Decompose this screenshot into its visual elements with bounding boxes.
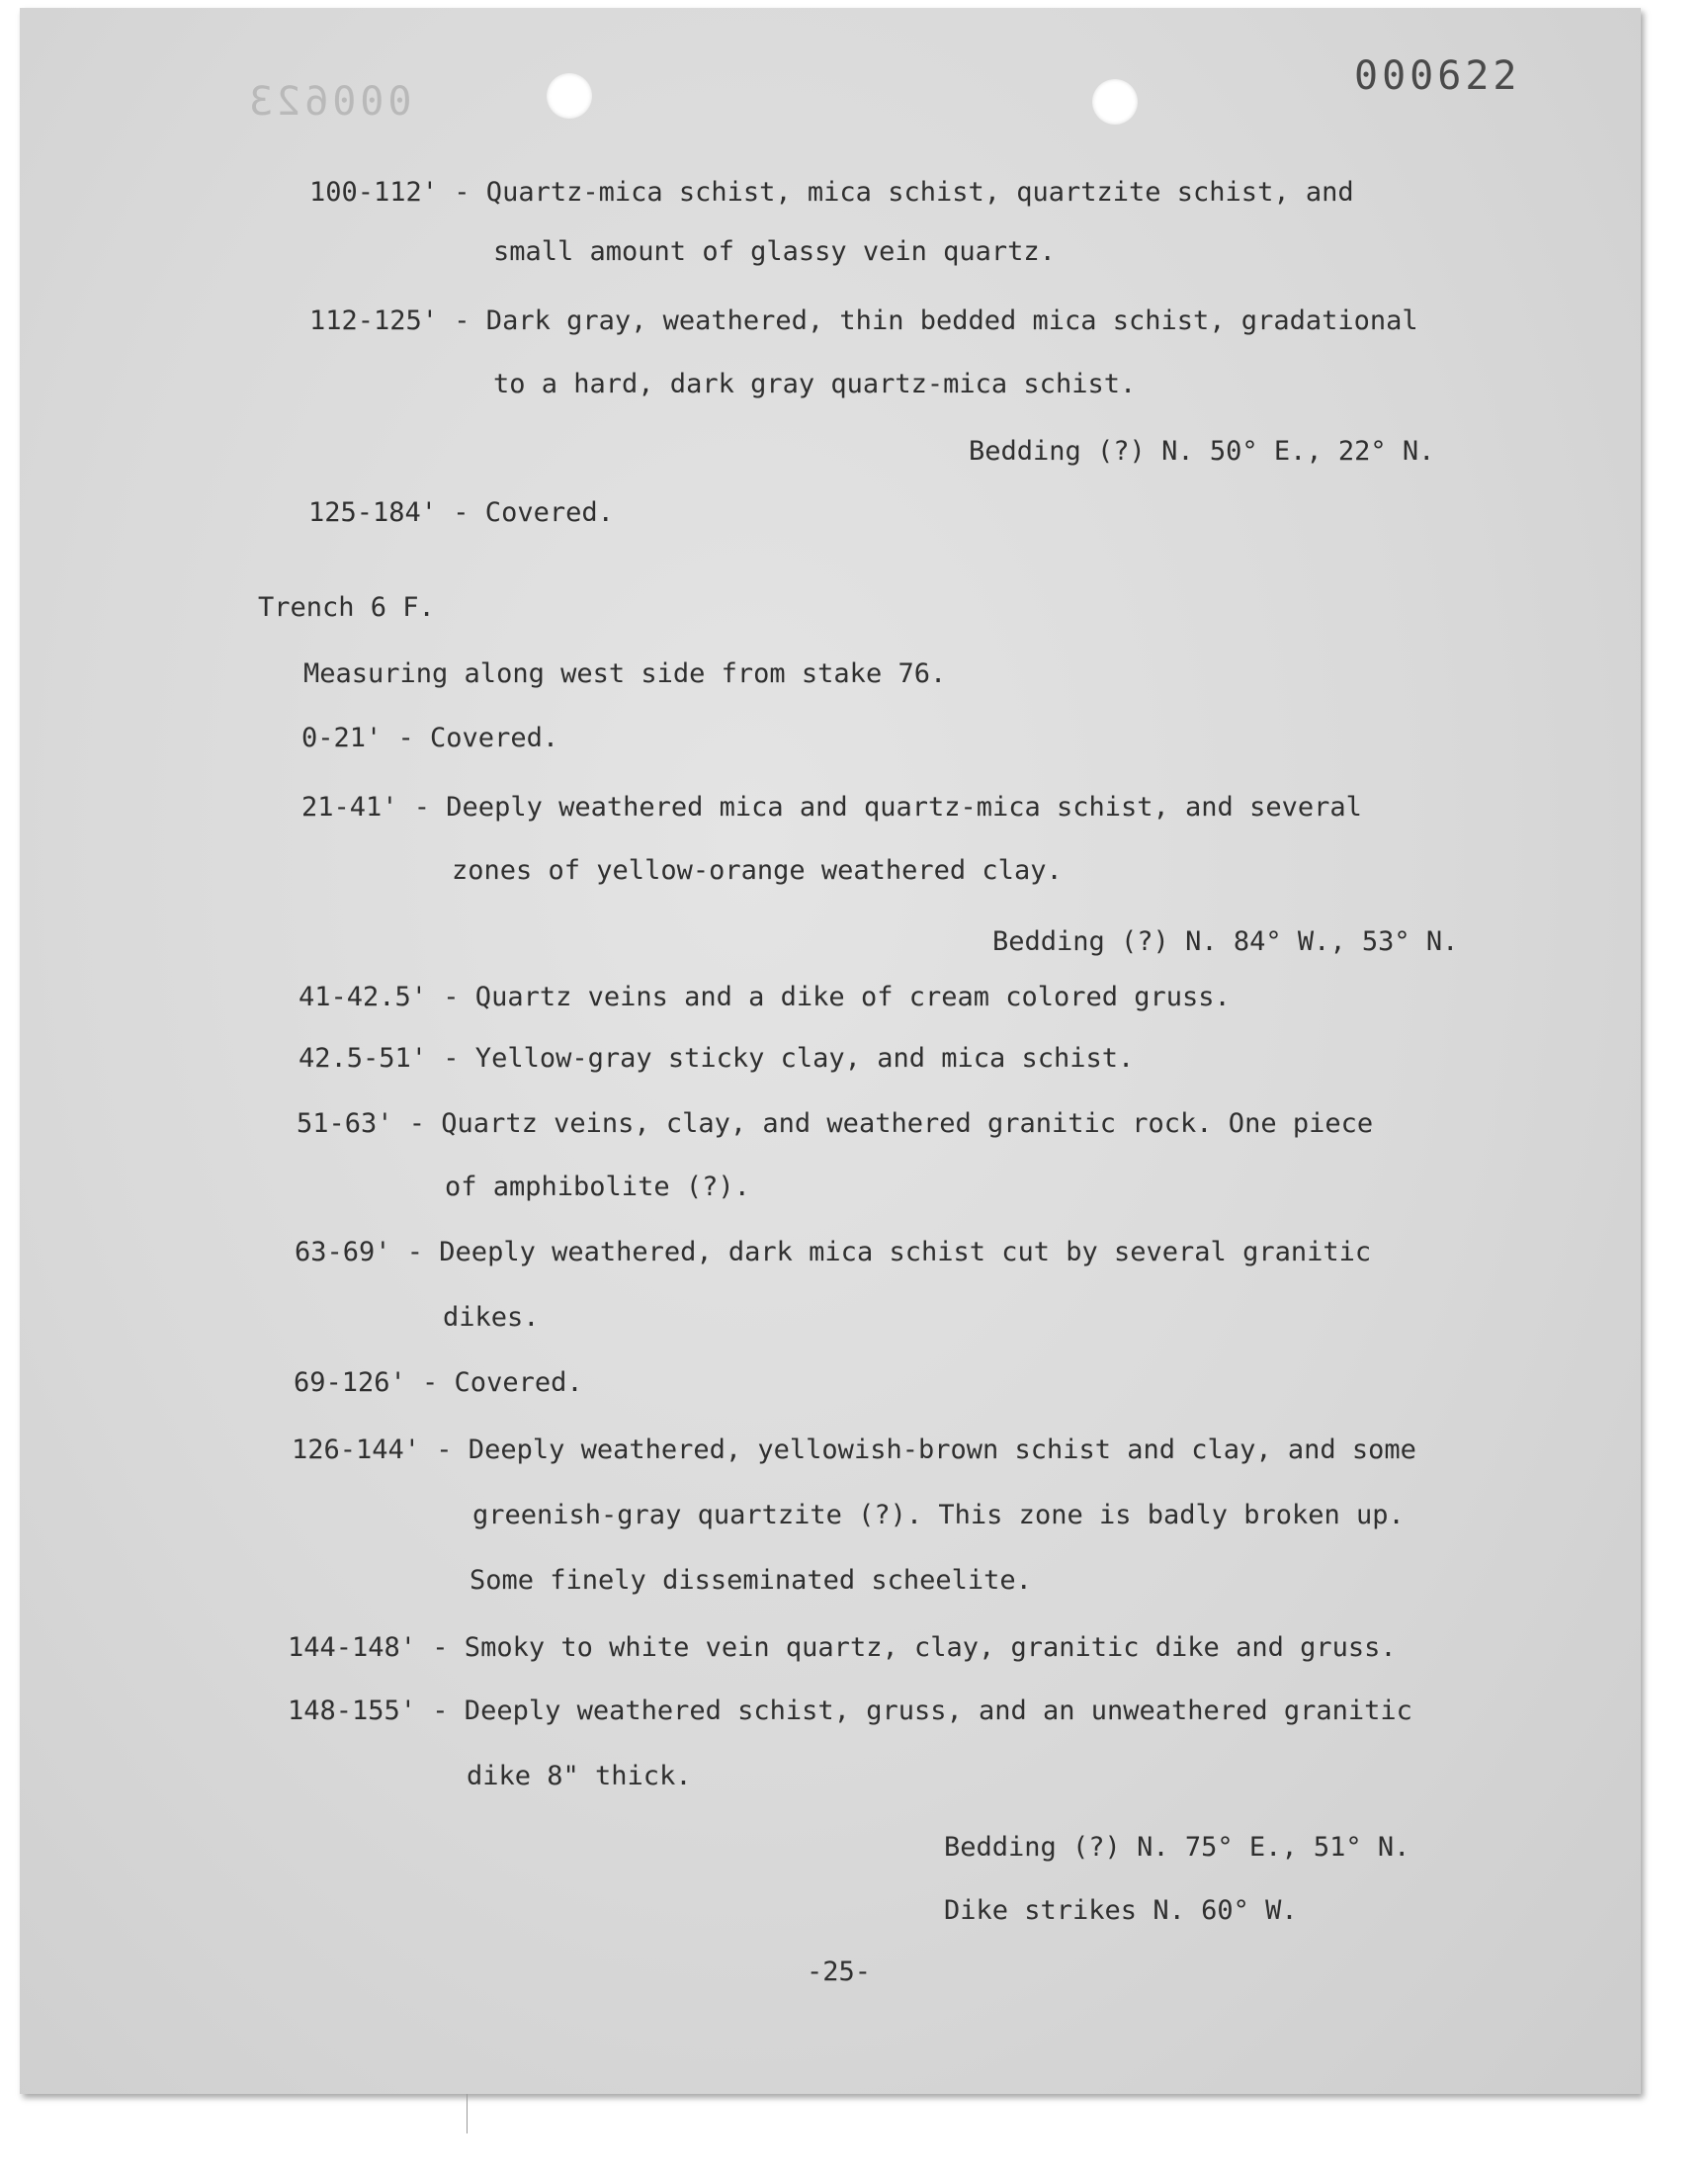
entry-21-41-line1: 21-41' - Deeply weathered mica and quartz-mica schist, and several: [301, 792, 1362, 823]
trench-heading: Trench 6 F.: [258, 592, 435, 623]
entry-63-69-line1: 63-69' - Deeply weathered, dark mica schist cut by several granitic: [295, 1237, 1372, 1267]
entry-69-126: 69-126' - Covered.: [294, 1367, 583, 1398]
entry-148-155-line2: dike 8" thick.: [467, 1761, 692, 1791]
entry-51-63-line1: 51-63' - Quartz veins, clay, and weathered granitic rock. One piece: [297, 1108, 1374, 1139]
entry-0-21: 0-21' - Covered.: [301, 723, 559, 753]
entry-126-144-line1: 126-144' - Deeply weathered, yellowish-brown schist and clay, and some: [292, 1435, 1416, 1465]
entry-51-63-line2: of amphibolite (?).: [445, 1172, 750, 1202]
bedding-3: Bedding (?) N. 75° E., 51° N.: [944, 1832, 1410, 1863]
scan-edge-mark: [467, 2094, 468, 2133]
entry-126-144-line2: greenish-gray quartzite (?). This zone is badly broken up.: [472, 1500, 1405, 1530]
entry-63-69-line2: dikes.: [443, 1302, 540, 1333]
entry-112-125-line1: 112-125' - Dark gray, weathered, thin bedded mica schist, gradational: [309, 305, 1418, 336]
entry-148-155-line1: 148-155' - Deeply weathered schist, gruss, and an unweathered granitic: [288, 1696, 1412, 1726]
bedding-2: Bedding (?) N. 84° W., 53° N.: [992, 926, 1459, 957]
document-page: [20, 8, 1641, 2094]
entry-42-5-51: 42.5-51' - Yellow-gray sticky clay, and mica schist.: [299, 1043, 1135, 1074]
entry-100-112-line2: small amount of glassy vein quartz.: [493, 236, 1056, 267]
bedding-1: Bedding (?) N. 50° E., 22° N.: [969, 436, 1435, 467]
entry-41-42-5: 41-42.5' - Quartz veins and a dike of cream colored gruss.: [299, 982, 1231, 1012]
entry-100-112-line1: 100-112' - Quartz-mica schist, mica schist, quartzite schist, and: [309, 177, 1354, 208]
entry-21-41-line2: zones of yellow-orange weathered clay.: [452, 855, 1063, 886]
page-number: -25-: [807, 1957, 872, 1987]
bleed-through-stamp: 000623: [245, 79, 412, 125]
entry-125-184: 125-184' - Covered.: [308, 497, 614, 528]
entry-144-148: 144-148' - Smoky to white vein quartz, clay, granitic dike and gruss.: [288, 1632, 1397, 1663]
trench-intro: Measuring along west side from stake 76.: [303, 658, 947, 689]
document-stamp-number: 000622: [1354, 53, 1521, 99]
entry-112-125-line2: to a hard, dark gray quartz-mica schist.: [493, 369, 1137, 399]
punch-hole-right: [1092, 79, 1138, 125]
punch-hole-left: [547, 73, 592, 119]
entry-126-144-line3: Some finely disseminated scheelite.: [470, 1565, 1032, 1596]
dike-strike: Dike strikes N. 60° W.: [944, 1895, 1298, 1926]
